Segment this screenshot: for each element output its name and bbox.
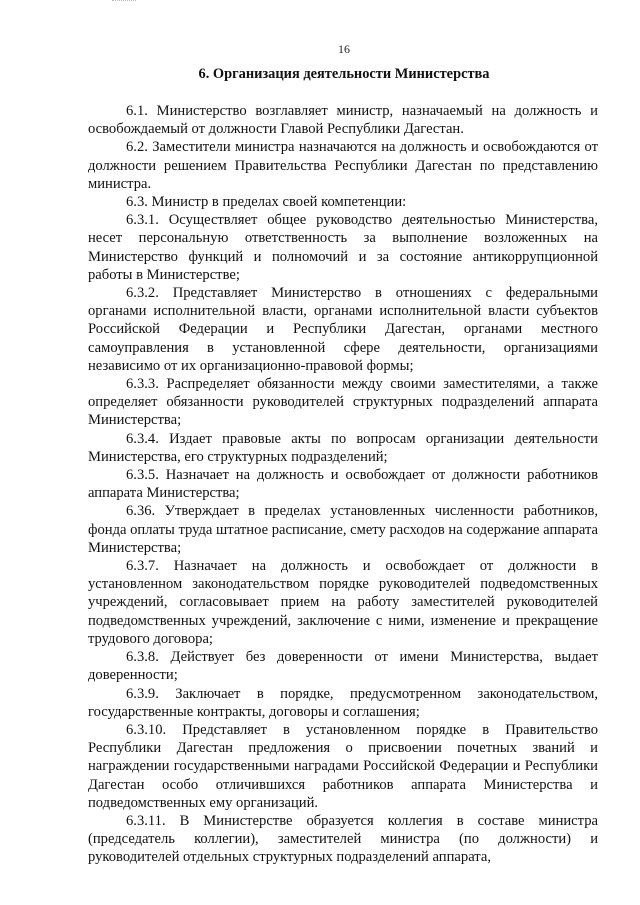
paragraph-6-3-1: 6.3.1. Осуществляет общее руководство деятельностью Министерства, несет персональную ответственность за выполнение возложенных на Министерство функций и полномочий и за состояние антикоррупционной работы в Министерстве; [88, 212, 598, 283]
paragraph-6-3-5: 6.3.5. Назначает на должность и освобождает от должности работников аппарата Министерства; [88, 467, 598, 502]
paragraph-6-3-11: 6.3.11. В Министерстве образуется коллегия в составе министра (председатель коллегии), заместителей министра (по должности) и руководителей отдельных структурных подразделений аппарата, [88, 812, 598, 866]
section-title: 6. Организация деятельности Министерства [198, 66, 490, 82]
paragraph-6-3-4: 6.3.4. Издает правовые акты по вопросам организации деятельности Министерства, его структурных подразделений; [88, 430, 598, 465]
paragraph-6-3-2: 6.3.2. Представляет Министерство в отношениях с федеральными органами исполнительной власти, органами исполнительной власти субъектов Российской Федерации и Республики Дагестан, органами местного самоуправления в установленной сфере деятельности, организациями независимо от их организационно-правовой формы; [88, 285, 598, 374]
paragraph-6-3-3: 6.3.3. Распределяет обязанности между своими заместителями, а также определяет обязанности руководителей структурных подразделений аппарата Министерства; [88, 376, 598, 429]
scan-edge-mark [112, 0, 136, 4]
paragraph-6-1: 6.1. Министерство возглавляет министр, назначаемый на должность и освобождаемый от должности Главой Республики Дагестан. [88, 103, 598, 138]
paragraph-6-3: 6.3. Министр в пределах своей компетенции: [126, 194, 407, 211]
paragraph-6-3-10: 6.3.10. Представляет в установленном порядке в Правительство Республики Дагестан предложения о присвоении почетных званий и награждении государственными наградами Российской Федерации и Республики Дагестан особо отличившихся работников аппарата Министерства и подведомственных ему организаций. [88, 721, 598, 811]
paragraph-6-3-8: 6.3.8. Действует без доверенности от имени Министерства, выдает доверенности; [88, 649, 598, 684]
paragraph-6-3-7: 6.3.7. Назначает на должность и освобождает от должности в установленном законодательством порядке руководителей подведомственных учреждений, согласовывает прием на работу заместителей руководителей подведомственных учреждений, заключение с ними, изменение и прекращение трудового договора; [88, 558, 598, 647]
paragraph-6-3-6: 6.36. Утверждает в пределах установленных численности работников, фонда оплаты труда штатное расписание, смету расходов на содержание аппарата Министерства; [88, 503, 598, 556]
body-text [88, 102, 598, 867]
paragraph-6-3-9: 6.3.9. Заключает в порядке, предусмотренном законодательством, государственные контракты, договоры и соглашения; [88, 685, 598, 720]
paragraph-6-2: 6.2. Заместители министра назначаются на должность и освобождаются от должности решением Правительства Республики Дагестан по представлению министра. [88, 139, 598, 192]
page-number: 16 [338, 42, 350, 56]
